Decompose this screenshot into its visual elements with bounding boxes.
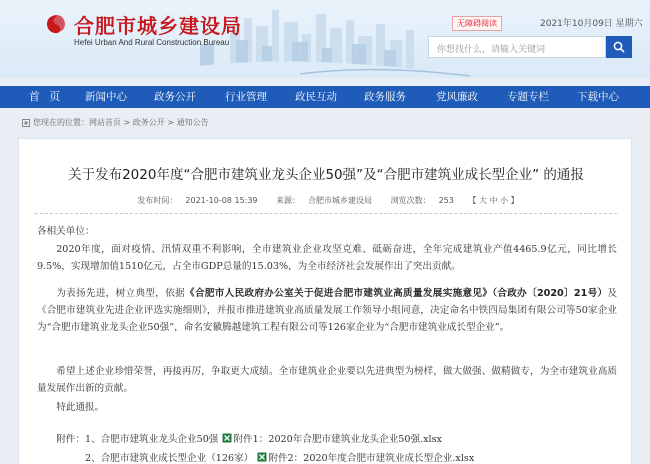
view-count-value: 253 bbox=[438, 196, 454, 205]
search-icon bbox=[613, 41, 625, 53]
closing-line: 特此通报。 bbox=[56, 402, 105, 413]
paragraph-2-rest: 及《合肥市建筑业先进企业评选实施细则》，并报市推进建筑业高质量发展工作领导小组同意，决定命名中铁四局集团有限公司等50家企业为“合肥市建筑业龙头企业50强”，命名安徽腾越建筑工程有限公司等126家企业为“合肥市建筑业成长型企业”。 bbox=[37, 288, 617, 333]
site-subtitle: Hefei Urban And Rural Construction Bureau bbox=[74, 38, 230, 47]
site-title[interactable]: 合肥市城乡建设局 bbox=[74, 14, 242, 38]
view-count bbox=[387, 196, 458, 205]
attachment-2-text: 2、合肥市建筑业成长型企业（126家） bbox=[84, 453, 254, 464]
article-meta bbox=[19, 195, 633, 206]
paragraph-2-lead: 为表扬先进，树立典型，依据 bbox=[56, 288, 186, 299]
breadcrumb-separator: > bbox=[121, 118, 133, 127]
search-button[interactable] bbox=[606, 36, 632, 58]
accessibility-reading-button[interactable]: 无障碍阅读 bbox=[452, 16, 502, 31]
attachment-2 bbox=[37, 450, 617, 464]
attachment-label: 附件： bbox=[56, 434, 85, 445]
nav-item-news[interactable]: 新闻中心 bbox=[85, 91, 127, 103]
breadcrumb-prefix: 您现在的位置： bbox=[33, 118, 89, 127]
article-card bbox=[18, 138, 632, 464]
attachment-1 bbox=[37, 431, 617, 448]
publish-time-value: 2021-10-08 15:39 bbox=[185, 196, 258, 205]
excel-file-icon bbox=[257, 452, 267, 462]
nav-item-integrity[interactable]: 党风廉政 bbox=[436, 91, 478, 103]
view-count-label: 浏览次数： bbox=[390, 196, 431, 205]
nav-item-topics[interactable]: 专题专栏 bbox=[507, 91, 549, 103]
breadcrumb-link-notices[interactable]: 通知公告 bbox=[176, 118, 209, 127]
search-input[interactable]: 你想找什么，请输入关键词 bbox=[428, 36, 606, 58]
source-label: 来源： bbox=[276, 196, 301, 205]
publish-time-label: 发布时间： bbox=[137, 196, 178, 205]
nav-item-interaction[interactable]: 政民互动 bbox=[295, 91, 337, 103]
font-size-control[interactable]: 【 大 中 小 】 bbox=[468, 196, 519, 205]
article-title: 关于发布2020年度“合肥市建筑业龙头企业50强”及“合肥市建筑业成长型企业” 的通报 bbox=[68, 167, 584, 183]
breadcrumb-link-home[interactable]: 网站首页 bbox=[89, 118, 121, 127]
breadcrumb bbox=[33, 117, 209, 128]
breadcrumb-separator: > bbox=[164, 118, 177, 127]
attachment-1-text: 1、合肥市建筑业龙头企业50强 bbox=[84, 434, 219, 445]
policy-document-link[interactable]: 《合肥市人民政府办公室关于促进合肥市建筑业高质量发展实施意见》（合政办〔2020〕21号） bbox=[185, 288, 608, 299]
nav-item-gov-affairs[interactable]: 政务公开 bbox=[154, 91, 196, 103]
paragraph-1: 2020年度，面对疫情、汛情双重不利影响，全市建筑业企业攻坚克难、砥砺奋进，全年完成建筑业产值4465.9亿元，同比增长9.5%，实现增加值1510亿元，占全市GDP总量的15.03%，为全市经济社会发展作出了突出贡献。 bbox=[37, 244, 617, 272]
salutation: 各相关单位： bbox=[37, 226, 95, 237]
publish-time bbox=[133, 196, 261, 205]
paragraph-3: 希望上述企业珍惜荣誉，再接再厉，争取更大成绩。全市建筑业企业要以先进典型为榜样，做大做强、做精做专，为全市建筑业高质量发展作出新的贡献。 bbox=[37, 366, 617, 394]
excel-file-icon bbox=[222, 433, 232, 443]
current-date: 2021年10月09日 星期六 bbox=[540, 19, 643, 29]
source bbox=[272, 196, 376, 205]
main-nav bbox=[0, 86, 650, 108]
nav-item-industry[interactable]: 行业管理 bbox=[225, 91, 267, 103]
nav-item-services[interactable]: 政务服务 bbox=[364, 91, 406, 103]
nav-item-home[interactable]: 首 页 bbox=[28, 90, 64, 103]
source-value: 合肥市城乡建设局 bbox=[308, 196, 373, 205]
meta-divider bbox=[35, 213, 617, 214]
attachment-2-link[interactable]: 附件2：2020年度合肥市建筑业成长型企业.xlsx bbox=[268, 453, 475, 464]
location-icon bbox=[22, 119, 30, 127]
paragraph-2 bbox=[37, 285, 617, 336]
breadcrumb-link-gov-affairs[interactable]: 政务公开 bbox=[132, 118, 165, 127]
attachment-1-link[interactable]: 附件1：2020年合肥市建筑业龙头企业50强.xlsx bbox=[233, 434, 442, 445]
nav-item-downloads[interactable]: 下载中心 bbox=[577, 91, 619, 103]
bureau-logo-icon[interactable] bbox=[44, 12, 68, 36]
site-header bbox=[0, 0, 650, 78]
